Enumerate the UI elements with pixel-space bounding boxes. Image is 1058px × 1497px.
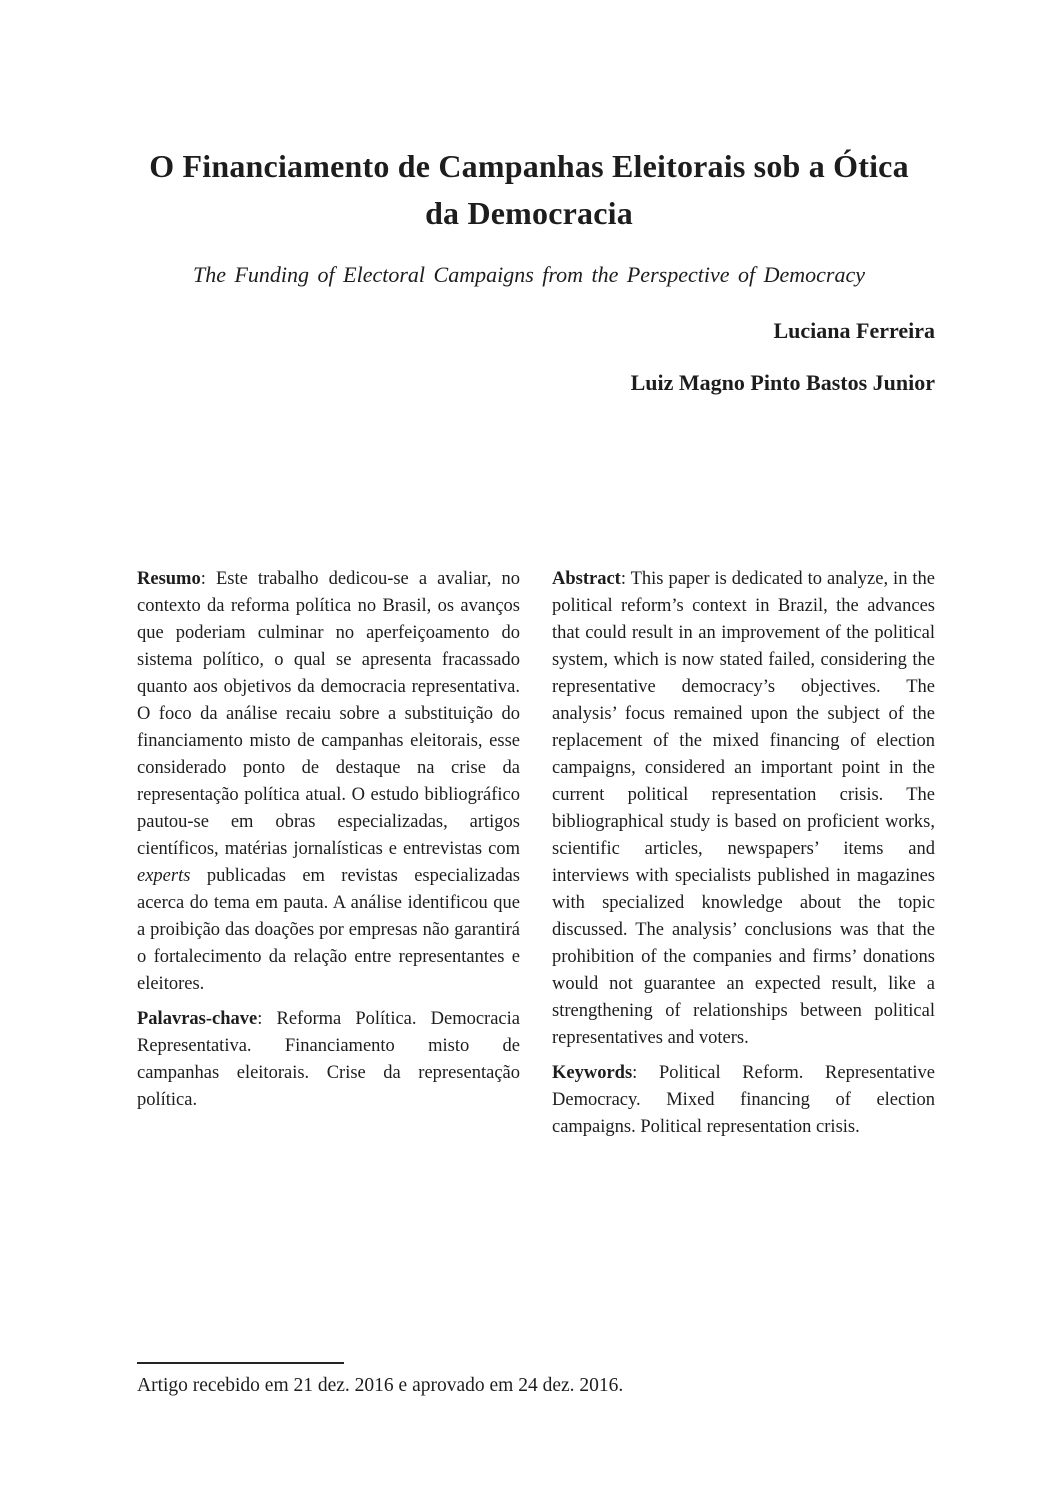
palavras-chave-text: : Reforma Política. Democracia Representativa. Financiamento misto de campanhas eleitorais. Crise da representação política. xyxy=(137,1009,520,1110)
keywords-label: Keywords xyxy=(552,1063,633,1083)
footnote-received-approved: Artigo recebido em 21 dez. 2016 e aprovado em 24 dez. 2016. xyxy=(137,1375,624,1396)
author-name-2: Luiz Magno Pinto Bastos Junior xyxy=(630,370,935,395)
resumo-paragraph xyxy=(137,566,520,998)
abstract-label: Abstract xyxy=(552,569,621,589)
palavras-chave-label: Palavras-chave xyxy=(137,1009,258,1029)
keywords-paragraph xyxy=(552,1060,935,1141)
abstract-columns xyxy=(137,566,935,1149)
abstract-paragraph xyxy=(552,566,935,1052)
article-title: O Financiamento de Campanhas Eleitorais sob a Ótica da Democracia xyxy=(149,148,909,231)
article-subtitle-english: The Funding of Electoral Campaigns from the Perspective of Democracy xyxy=(192,262,865,287)
keywords-text: : Political Reform. Representative Democracy. Mixed financing of election campaigns. Political representation crisis. xyxy=(552,1063,935,1137)
abstract-text: : This paper is dedicated to analyze, in the political reform’s context in Brazil, the advances that could result in an improvement of the political system, which is now stated failed, considering the representative democracy’s objectives. The analysis’ focus remained upon the subject of the replacement of the mixed financing of election campaigns, considered an important point in the current political representation crisis. The bibliographical study is based on proficient works, scientific articles, newspapers’ items and interviews with specialists published in magazines with specialized knowledge about the topic discussed. The analysis’ conclusions was that the prohibition of the companies and firms’ donations would not guarantee an expected result, like a strengthening of relationships between political representatives and voters. xyxy=(552,569,935,1048)
resumo-label: Resumo xyxy=(137,569,201,589)
palavras-chave-paragraph xyxy=(137,1006,520,1114)
resumo-text-after-italic: publicadas em revistas especializadas acerca do tema em pauta. A análise identificou que a proibição das doações por empresas não garantirá o fortalecimento da relação entre representantes e eleitores. xyxy=(137,866,520,994)
author-name-1: Luciana Ferreira xyxy=(773,318,935,343)
column-english xyxy=(552,566,935,1149)
footnote-divider xyxy=(137,1362,344,1364)
column-portuguese xyxy=(137,566,520,1149)
resumo-text-before-italic: : Este trabalho dedicou-se a avaliar, no contexto da reforma política no Brasil, os avanços que poderiam culminar no aperfeiçoamento do sistema político, o qual se apresenta fracassado quanto aos objetivos da democracia representativa. O foco da análise recaiu sobre a substituição do financiamento misto de campanhas eleitorais, esse considerado ponto de destaque na crise da representação política atual. O estudo bibliográfico pautou-se em obras especializadas, artigos científicos, matérias jornalísticas e entrevistas com xyxy=(137,569,520,859)
resumo-italic-term: experts xyxy=(137,866,191,886)
